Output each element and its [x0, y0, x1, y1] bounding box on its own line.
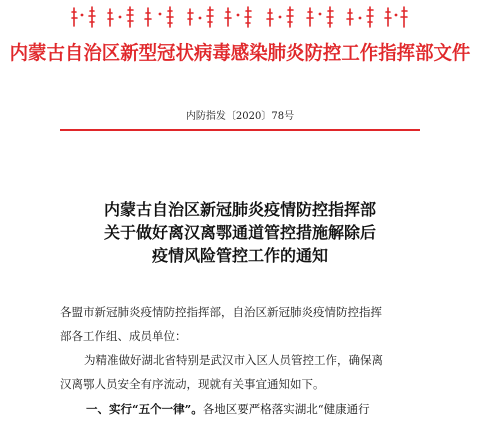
- red-divider-line: [60, 129, 420, 131]
- title-line-1: 内蒙古自治区新冠肺炎疫情防控指挥部: [103, 200, 376, 219]
- mongolian-script-header: [70, 4, 410, 30]
- issuing-agency-title: 内蒙古自治区新型冠状病毒感染肺炎防控工作指挥部文件: [9, 42, 471, 64]
- document-number: 内防指发〔2020〕78号: [185, 111, 295, 122]
- title-line-2: 关于做好离汉离鄂通道管控措施解除后: [103, 223, 376, 242]
- document-title: [0, 198, 480, 267]
- addressee-line-2: 部各工作组、成员单位：: [60, 329, 187, 343]
- addressee-block: [60, 300, 440, 348]
- intro-line-2: 汉离鄂人员安全有序流动，现就有关事宜通知如下。: [60, 377, 325, 391]
- section-one-text: 各地区要严格落实湖北“健康通行: [202, 402, 370, 416]
- addressee-line-1: 各盟市新冠肺炎疫情防控指挥部，自治区新冠肺炎疫情防控指挥: [60, 305, 382, 319]
- intro-line-1: 为精准做好湖北省特别是武汉市入区人员管控工作，确保离: [84, 353, 383, 367]
- intro-paragraph: [60, 348, 440, 396]
- section-one-heading: 一、实行“五个一律”。: [86, 402, 203, 416]
- section-one: [86, 397, 466, 421]
- title-line-3: 疫情风险管控工作的通知: [151, 246, 328, 265]
